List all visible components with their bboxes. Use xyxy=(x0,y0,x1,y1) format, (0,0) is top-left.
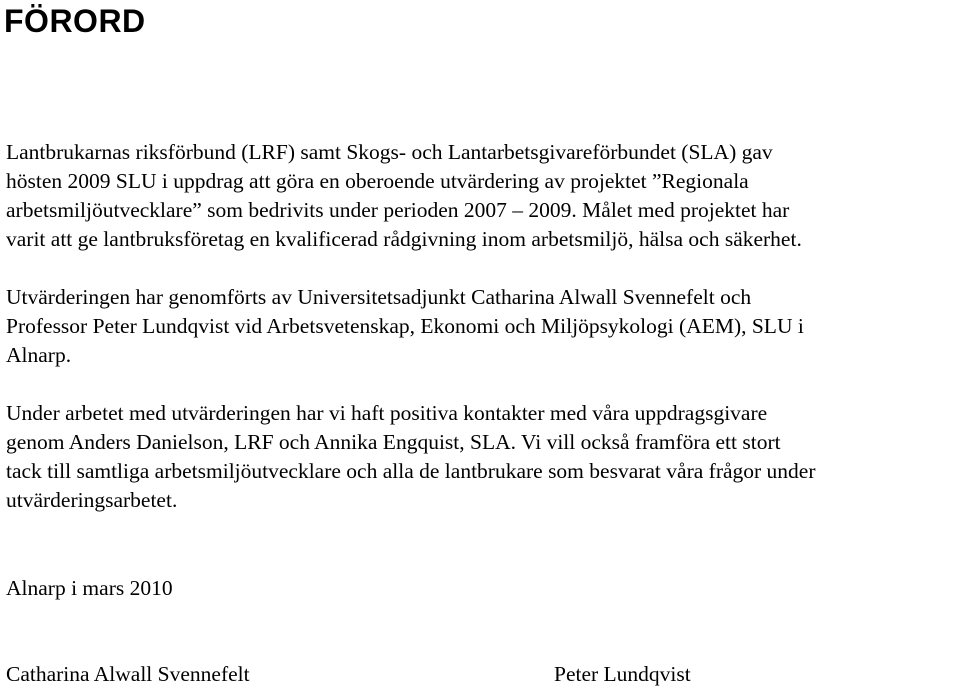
paragraph-intro xyxy=(6,138,956,254)
text-line: Under arbetet med utvärderingen har vi haft positiva kontakter med våra uppdragsgivare xyxy=(6,401,768,425)
paragraph-authors xyxy=(6,283,956,370)
text-line: hösten 2009 SLU i uppdrag att göra en oberoende utvärdering av projektet ”Regionala xyxy=(6,169,749,193)
page-title: FÖRORD xyxy=(4,3,146,39)
text-line: Alnarp. xyxy=(6,343,72,367)
place-and-date: Alnarp i mars 2010 xyxy=(6,576,173,600)
text-line: Professor Peter Lundqvist vid Arbetsvetenskap, Ekonomi och Miljöpsykologi (AEM), SLU i xyxy=(6,314,804,338)
text-line: Utvärderingen har genomförts av Universitetsadjunkt Catharina Alwall Svennefelt och xyxy=(6,285,752,309)
text-line: Lantbrukarnas riksförbund (LRF) samt Skogs- och Lantarbetsgivareförbundet (SLA) gav xyxy=(6,140,773,164)
signature-name-1: Catharina Alwall Svennefelt xyxy=(6,662,250,686)
text-line: varit att ge lantbruksföretag en kvalificerad rådgivning inom arbetsmiljö, hälsa och säkerhet. xyxy=(6,227,802,251)
text-line: utvärderingsarbetet. xyxy=(6,488,178,512)
signature-name-2: Peter Lundqvist xyxy=(554,662,691,686)
paragraph-acknowledgements xyxy=(6,399,956,515)
text-line: tack till samtliga arbetsmiljöutvecklare och alla de lantbrukare som besvarat våra frågor under xyxy=(6,459,816,483)
text-line: arbetsmiljöutvecklare” som bedrivits under perioden 2007 – 2009. Målet med projektet har xyxy=(6,198,790,222)
text-line: genom Anders Danielson, LRF och Annika Engquist, SLA. Vi vill också framföra ett stort xyxy=(6,430,781,454)
